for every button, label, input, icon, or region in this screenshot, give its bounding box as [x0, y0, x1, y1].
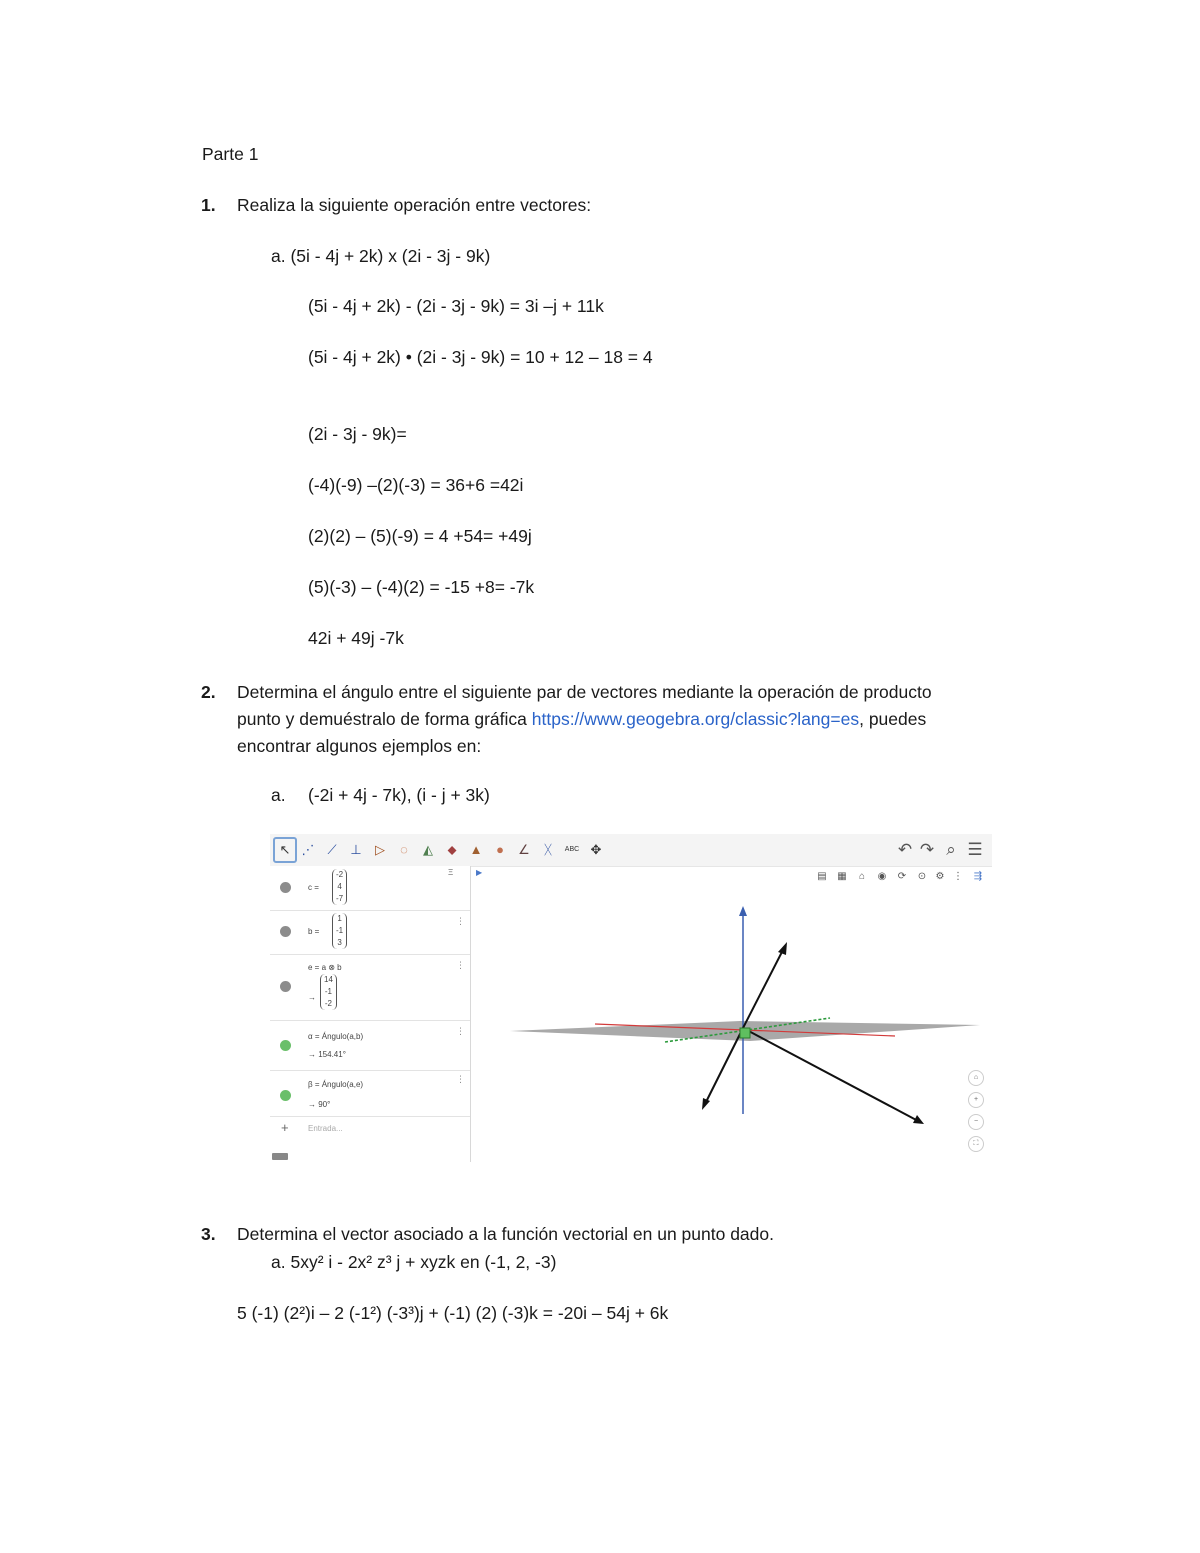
question-2-text-line3: encontrar algunos ejemplos en:	[237, 736, 482, 756]
reflect-tool-icon[interactable]: ᚷ	[544, 842, 552, 857]
cone-tool-icon[interactable]: ▲	[469, 842, 483, 857]
algebra-input-row[interactable]	[270, 1116, 470, 1140]
algebra-result-arrow: →	[308, 993, 316, 1002]
text-tool-icon[interactable]: ABC	[564, 846, 580, 853]
plane-tool-icon[interactable]: ⬥	[447, 842, 457, 857]
q1-line-j-component: (2)(2) – (5)(-9) = 4 +54= +49j	[308, 526, 532, 546]
question-2-text-line2-pre: punto y demuéstralo de forma gráfica	[237, 709, 532, 729]
q1-line-k-component: (5)(-3) – (-4)(2) = -15 +8= -7k	[308, 577, 535, 597]
perpendicular-tool-icon[interactable]: ⊥	[350, 842, 362, 857]
geogebra-toolbar	[270, 834, 992, 867]
algebra-row[interactable]	[270, 1020, 470, 1071]
algebra-input[interactable]: Entrada...	[308, 1124, 343, 1133]
visibility-dot-icon[interactable]	[280, 1090, 291, 1101]
menu-icon[interactable]: ☰	[967, 840, 983, 859]
algebra-formula: b =	[308, 927, 320, 936]
z-axis-arrow	[739, 906, 747, 916]
projection-icon[interactable]: ◉	[877, 871, 887, 882]
view-tool-icon[interactable]: ✥	[590, 842, 602, 857]
question-2-number: 2.	[201, 682, 216, 702]
visibility-dot-icon[interactable]	[280, 981, 291, 992]
undo-icon[interactable]: ↶	[897, 840, 913, 859]
q1-line-difference: (5i - 4j + 2k) - (2i - 3j - 9k) = 3i –j + 11k	[308, 296, 604, 316]
view-icon[interactable]: ⊙	[917, 871, 927, 882]
search-icon[interactable]: ⌕	[946, 840, 956, 859]
matrix-entry: 4	[337, 882, 342, 891]
geogebra-link[interactable]: https://www.geogebra.org/classic?lang=es	[531, 709, 860, 729]
matrix-entry: 1	[337, 914, 342, 923]
question-1-item-a: a. (5i - 4j + 2k) x (2i - 3j - 9k)	[271, 246, 491, 266]
line-tool-icon[interactable]: ⟋	[327, 842, 337, 857]
algebra-style-icon[interactable]: Ξ	[448, 868, 454, 877]
right-angle-marker	[740, 1028, 750, 1038]
question-3-text: Determina el vector asociado a la función vectorial en un punto dado.	[237, 1224, 774, 1244]
more-options-icon[interactable]: ⋮	[456, 916, 465, 926]
style-bar-icon[interactable]: ⇶	[973, 871, 983, 882]
redo-icon[interactable]: ↷	[919, 840, 935, 859]
question-2-text-line2	[237, 708, 926, 730]
keyboard-icon[interactable]	[272, 1153, 288, 1160]
matrix-entry: 14	[324, 975, 333, 984]
grid-icon[interactable]: ▦	[837, 871, 847, 882]
more-options-icon[interactable]: ⋮	[456, 1026, 465, 1036]
question-1-text: Realiza la siguiente operación entre vectores:	[237, 195, 592, 215]
axes-icon[interactable]: ▤	[817, 871, 827, 882]
algebra-view	[270, 866, 483, 1162]
algebra-formula: e = a ⊗ b	[308, 963, 342, 972]
matrix-entry: -2	[336, 870, 344, 879]
more-options-icon[interactable]: ⋮	[456, 1074, 465, 1084]
more-options-icon[interactable]: ⋮	[953, 871, 963, 882]
zoom-in-icon[interactable]: +	[968, 1092, 984, 1108]
question-2-text-line1: Determina el ángulo entre el siguiente par de vectores mediante la operación de producto	[237, 682, 932, 702]
home-icon[interactable]: ⌂	[858, 871, 866, 882]
algebra-matrix	[332, 869, 347, 905]
matrix-entry: -2	[324, 999, 333, 1008]
question-3-result: 5 (-1) (2²)i – 2 (-1²) (-3³)j + (-1) (2) (-3)k = -20i – 54j + 6k	[237, 1303, 669, 1323]
question-2-item-text: (-2i + 4j - 7k), (i - j + 3k)	[308, 785, 490, 805]
algebra-formula: α = Ángulo(a,b)	[308, 1032, 364, 1041]
home-icon[interactable]: ⌂	[968, 1070, 984, 1086]
settings-icon[interactable]: ⚙	[935, 871, 945, 882]
algebra-formula: c =	[308, 883, 319, 892]
algebra-row[interactable]	[270, 954, 470, 1021]
question-2-text-line2-post: , puedes	[859, 709, 927, 729]
zoom-out-icon[interactable]: −	[968, 1114, 984, 1130]
pyramid-tool-icon[interactable]: ◭	[423, 842, 433, 857]
more-options-icon[interactable]: ⋮	[456, 960, 465, 970]
algebra-toggle-icon[interactable]: ▶	[476, 868, 483, 877]
vector-line	[743, 946, 785, 1028]
algebra-matrix	[320, 974, 337, 1010]
vector-line	[743, 1028, 920, 1122]
sphere-tool-icon[interactable]: ●	[496, 842, 504, 857]
q1-line-dot-product: (5i - 4j + 2k) • (2i - 3j - 9k) = 10 + 12 – 18 = 4	[308, 347, 653, 367]
rotate-icon[interactable]: ⟳	[897, 871, 907, 882]
matrix-entry: -7	[336, 894, 344, 903]
fullscreen-icon[interactable]: ⛶	[968, 1136, 984, 1152]
graphics-3d-view[interactable]	[500, 894, 992, 1162]
question-3-item-a: a. 5xy² i - 2x² z³ j + xyzk en (-1, 2, -3)	[271, 1252, 557, 1272]
add-icon[interactable]: +	[281, 1120, 289, 1135]
vector-arrowhead	[778, 942, 787, 955]
algebra-result: → 154.41°	[308, 1050, 346, 1059]
algebra-row[interactable]	[270, 866, 470, 911]
algebra-matrix	[332, 913, 347, 949]
question-2-item-label: a.	[271, 785, 286, 805]
algebra-row[interactable]	[270, 910, 470, 955]
point-tool-icon[interactable]: ⋰	[301, 842, 315, 857]
algebra-formula: β = Ángulo(a,e)	[308, 1080, 364, 1089]
q1-line-result: 42i + 49j -7k	[308, 628, 404, 648]
visibility-dot-icon[interactable]	[280, 926, 291, 937]
visibility-dot-icon[interactable]	[280, 1040, 291, 1051]
vector-arrowhead	[702, 1098, 710, 1110]
visibility-dot-icon[interactable]	[280, 882, 291, 893]
polygon-tool-icon[interactable]: ▷	[375, 842, 385, 857]
matrix-entry: 3	[337, 938, 342, 947]
geogebra-screenshot	[270, 834, 992, 1162]
question-1-number: 1.	[201, 195, 216, 215]
question-3-number: 3.	[201, 1224, 216, 1244]
algebra-row[interactable]	[270, 1070, 470, 1117]
algebra-result: → 90°	[308, 1100, 331, 1109]
q1-line-i-component: (-4)(-9) –(2)(-3) = 36+6 =42i	[308, 475, 524, 495]
matrix-entry: -1	[324, 987, 333, 996]
circle-tool-icon[interactable]: ◌	[400, 842, 408, 857]
matrix-entry: -1	[336, 926, 344, 935]
q1-line-cross-header: (2i - 3j - 9k)=	[308, 424, 407, 444]
page-heading: Parte 1	[202, 144, 259, 164]
move-tool-icon[interactable]: ↖	[273, 837, 297, 863]
angle-tool-icon[interactable]: ∠	[518, 842, 530, 857]
